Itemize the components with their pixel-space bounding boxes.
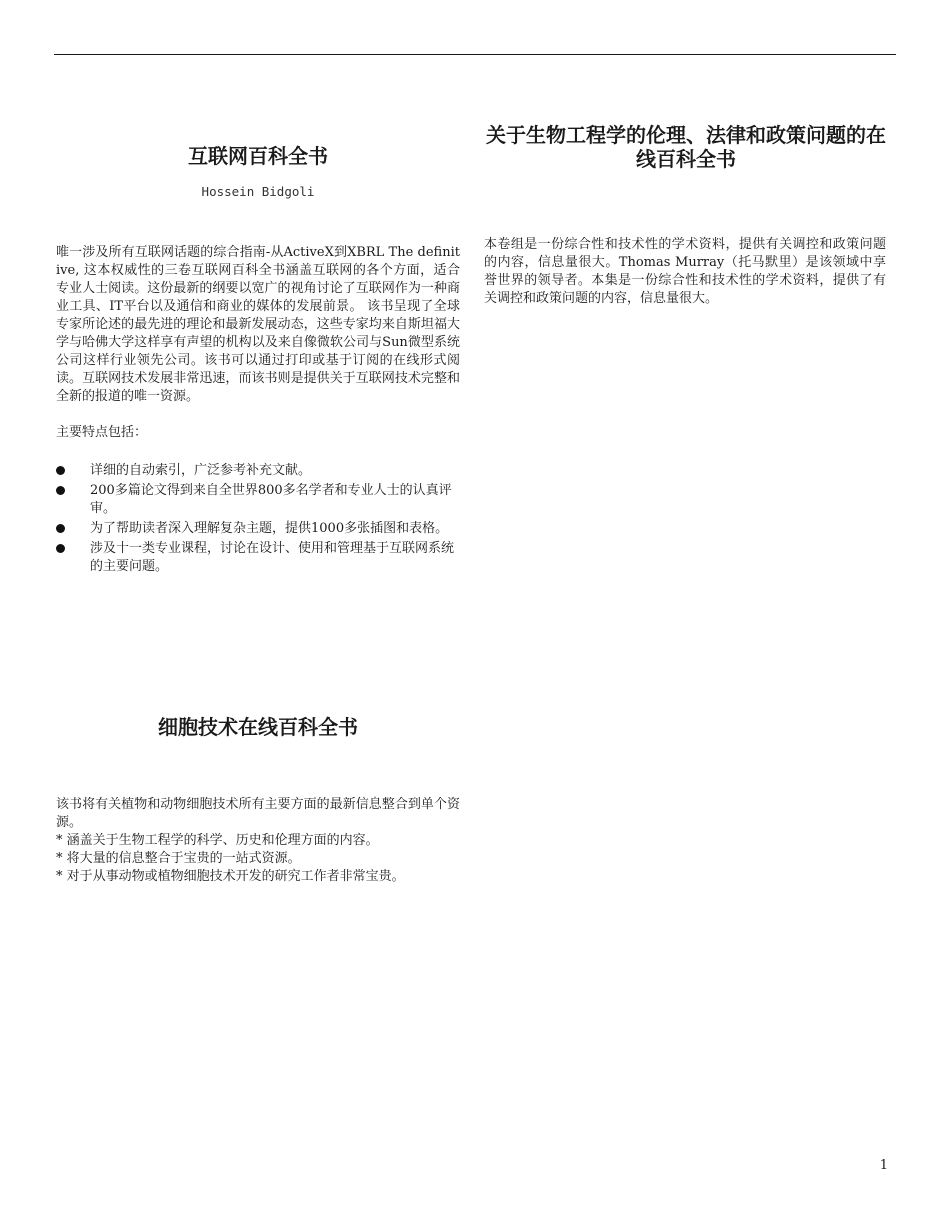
bullet-icon bbox=[56, 466, 65, 475]
section3-title: 细胞技术在线百科全书 bbox=[158, 715, 358, 739]
section2-body: 本卷组是一份综合性和技术性的学术资料，提供有关调控和政策问题的内容，信息量很大。Thomas Murray（托马默里）是该领域中享誉世界的领导者。本集是一份综合性和技术性的学术资料，提供了有关调控和政策问题的内容，信息量很大。 bbox=[484, 237, 886, 306]
section1-features-intro: 主要特点包括： bbox=[56, 425, 148, 440]
section1-author: Hossein Bidgoli bbox=[201, 184, 315, 199]
section3-item: * 涵盖关于生物工程学的科学、历史和伦理方面的内容。 bbox=[56, 833, 379, 848]
section3-item: * 对于从事动物或植物细胞技术开发的研究工作者非常宝贵。 bbox=[56, 869, 405, 884]
bullet-icon bbox=[56, 524, 65, 533]
section1-title: 互联网百科全书 bbox=[188, 144, 328, 168]
list-item: 200多篇论文得到来自全世界800多名学者和专业人士的认真评审。 bbox=[56, 482, 460, 518]
section3-body: 该书将有关植物和动物细胞技术所有主要方面的最新信息整合到单个资源。 bbox=[56, 797, 460, 830]
page-number: 1 bbox=[879, 1158, 888, 1173]
bullet-icon bbox=[56, 544, 65, 553]
list-item: 为了帮助读者深入理解复杂主题，提供1000多张插图和表格。 bbox=[56, 520, 460, 538]
bullet-icon bbox=[56, 486, 65, 495]
section1-feature-list bbox=[56, 462, 460, 578]
section1-body: 唯一涉及所有互联网话题的综合指南-从ActiveX到XBRL The definitive, 这本权威性的三卷互联网百科全书涵盖互联网的各个方面，适合专业人士阅读。这份最新的纲要以宽广的视角讨论了互联网作为一种商业工具、IT平台以及通信和商业的媒体的发展前景。 该书呈现了全球专家所论述的最先进的理论和最新发展动态，这些专家均来自斯坦福大学与哈佛大学这样享有声望的机构以及来自像微软公司与Sun微型系统公司这样行业领先公司。该书可以通过打印或基于订阅的在线形式阅读。互联网技术发展非常迅速，而该书则是提供关于互联网技术完整和全新的报道的唯一资源。 bbox=[56, 245, 460, 404]
list-item: 涉及十一类专业课程，讨论在设计、使用和管理基于互联网系统的主要问题。 bbox=[56, 540, 460, 576]
header-rule bbox=[54, 54, 896, 55]
list-item: 详细的自动索引，广泛参考补充文献。 bbox=[56, 462, 460, 480]
section2-title: 关于生物工程学的伦理、法律和政策问题的在线百科全书 bbox=[486, 123, 886, 171]
section3-item: * 将大量的信息整合于宝贵的一站式资源。 bbox=[56, 851, 301, 866]
